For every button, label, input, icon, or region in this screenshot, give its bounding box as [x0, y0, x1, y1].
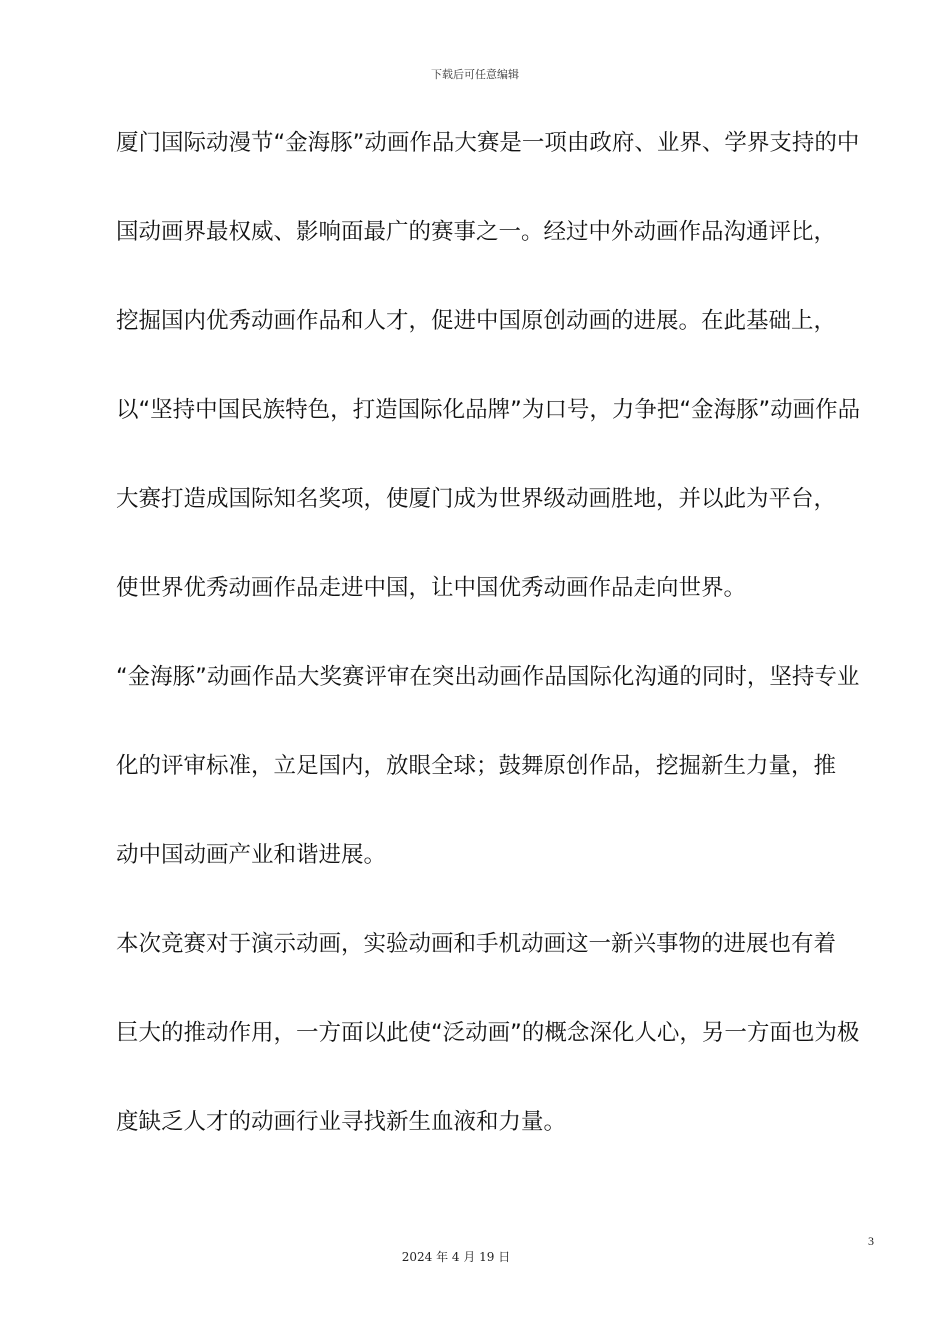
document-body: [116, 128, 876, 1196]
text-line: 本次竞赛对于演示动画，实验动画和手机动画这一新兴事物的进展也有着: [116, 931, 837, 957]
text-line: “金海豚”动画作品大奖赛评审在突出动画作品国际化沟通的同时，坚持专业: [116, 664, 860, 690]
text-line: 巨大的推动作用，一方面以此使“泛动画”的概念深化人心，另一方面也为极: [116, 1020, 860, 1046]
header-note: 下载后可任意编辑: [431, 68, 519, 81]
footer-date: 2024 年 4 月 19 日: [401, 1250, 511, 1264]
text-line: 使世界优秀动画作品走进中国，让中国优秀动画作品走向世界。: [116, 575, 747, 601]
text-line: 厦门国际动漫节“金海豚”动画作品大赛是一项由政府、业界、学界支持的中: [116, 130, 860, 156]
text-line: 以“坚持中国民族特色，打造国际化品牌”为口号，力争把“金海豚”动画作品: [116, 397, 861, 423]
text-line: 国动画界最权威、影响面最广的赛事之一。经过中外动画作品沟通评比，: [116, 219, 837, 245]
text-line: 挖掘国内优秀动画作品和人才，促进中国原创动画的进展。在此基础上，: [116, 308, 837, 334]
page-number: 3: [868, 1234, 874, 1248]
text-line: 化的评审标准，立足国内，放眼全球；鼓舞原创作品，挖掘新生力量，推: [116, 753, 837, 779]
text-line: 度缺乏人才的动画行业寻找新生血液和力量。: [116, 1109, 567, 1135]
text-line: 动中国动画产业和谐进展。: [116, 842, 387, 868]
text-line: 大赛打造成国际知名奖项，使厦门成为世界级动画胜地，并以此为平台，: [116, 486, 837, 512]
